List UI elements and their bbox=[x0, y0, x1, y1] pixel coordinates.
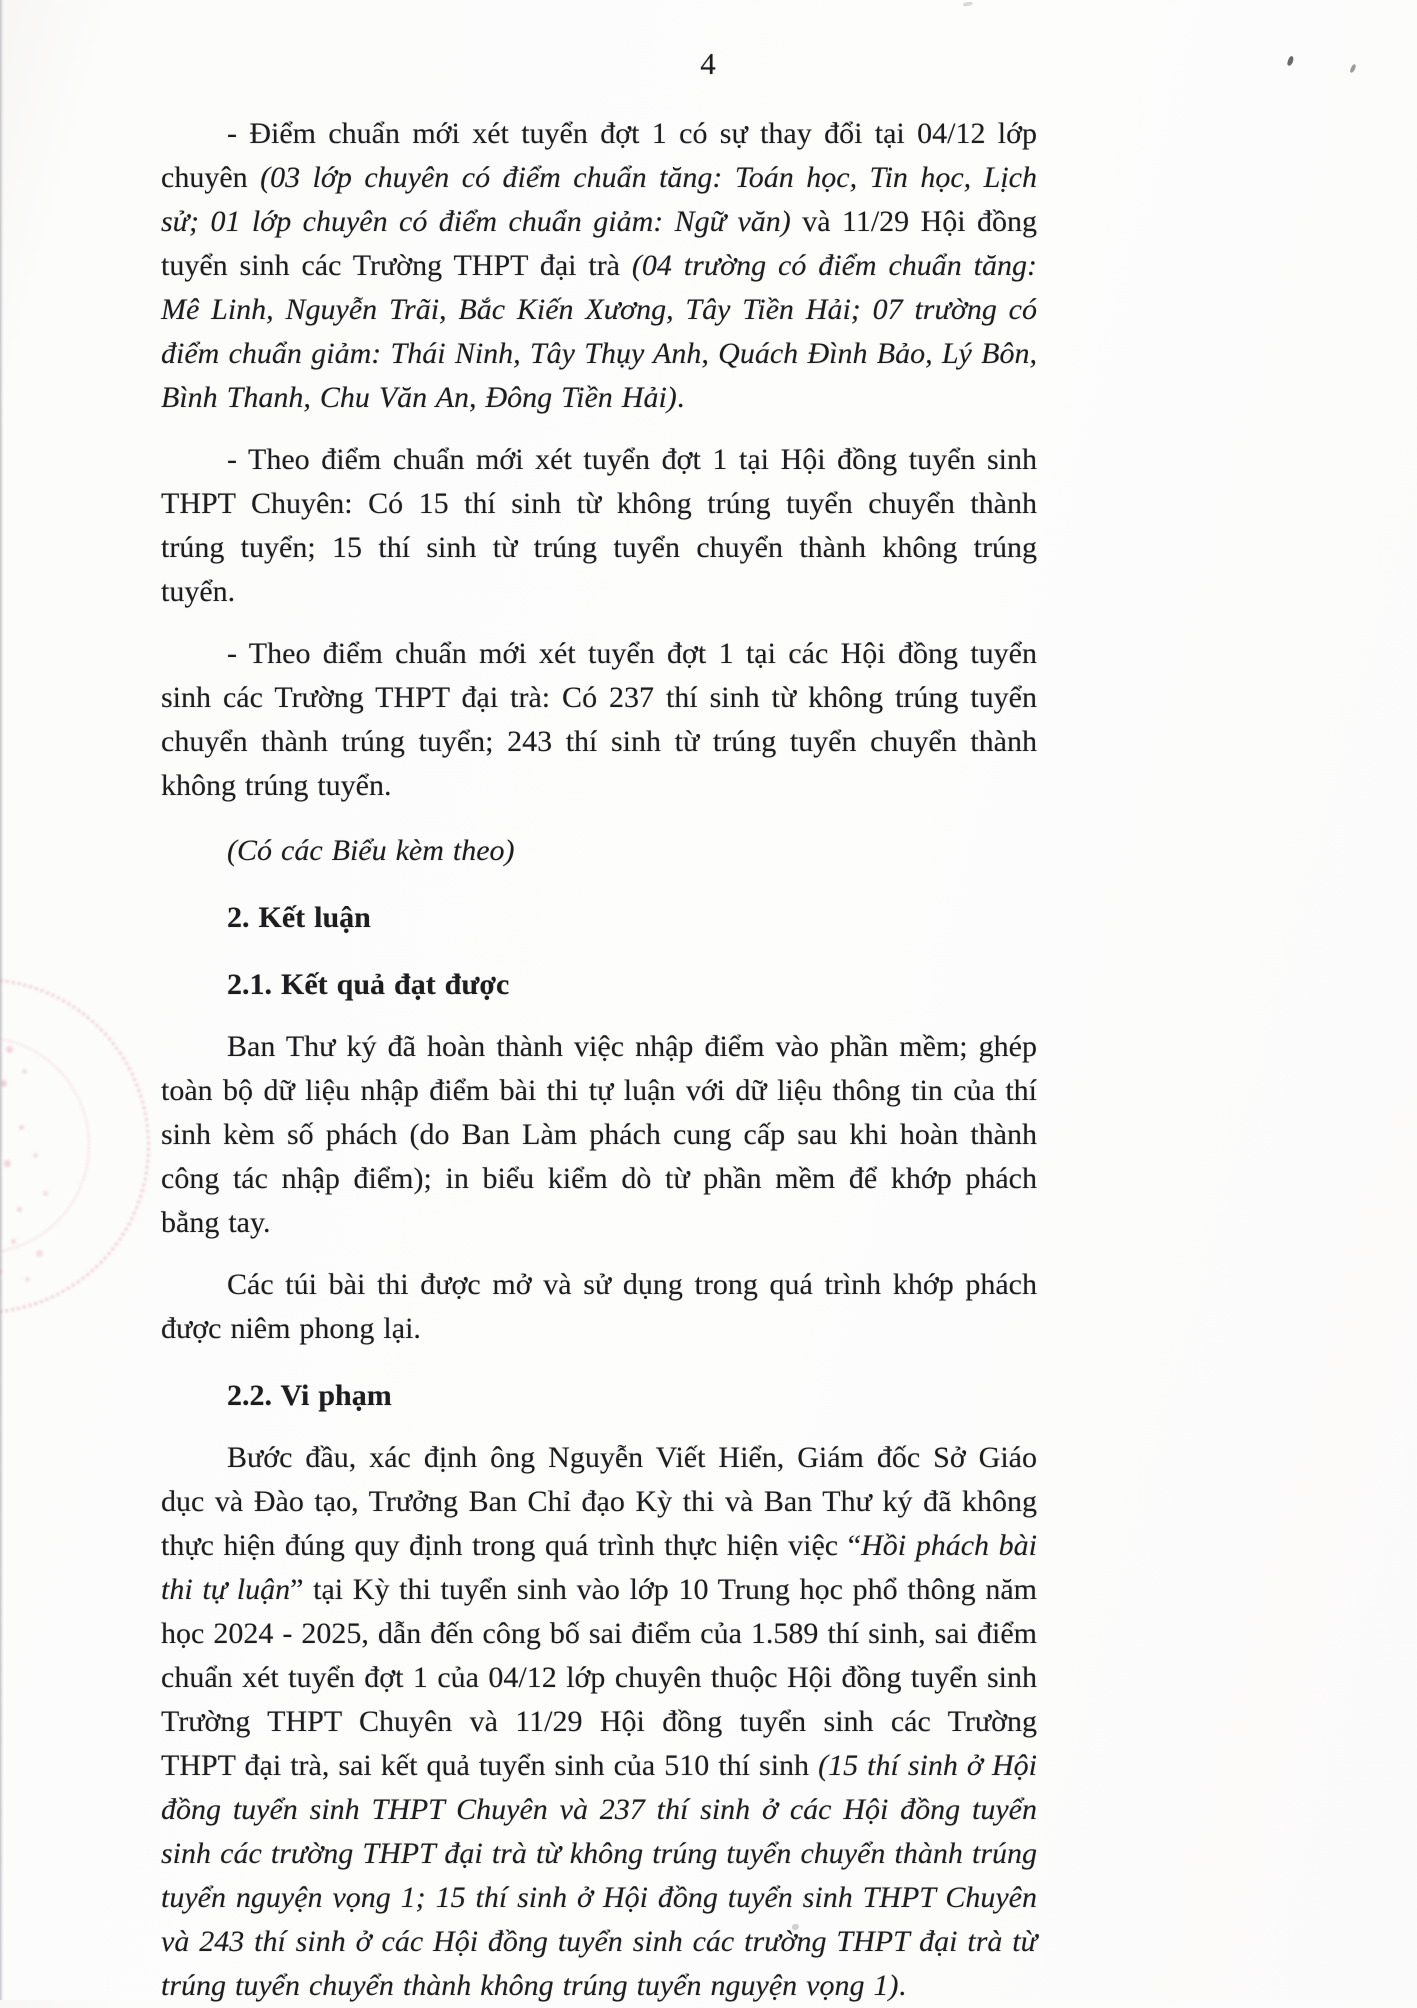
text-run: 2. Kết luận bbox=[227, 901, 371, 934]
para-ban-thu-ky bbox=[161, 1007, 1037, 1245]
text-run: . bbox=[898, 1969, 906, 2002]
text-run: - Theo điểm chuẩn mới xét tuyển đợt 1 tại Hội đồng tuyển sinh THPT Chuyên: Có 15 thí sinh từ không trúng tuyển chuyển thành trúng tuyển; 15 thí sinh từ trúng tuyển chuyển thành không trúng tuyển. bbox=[161, 443, 1037, 608]
text-run: 2.2. Vi phạm bbox=[227, 1379, 392, 1412]
seal-stamp-bleedthrough bbox=[0, 978, 150, 1314]
text-run: Ban Thư ký đã hoàn thành việc nhập điểm vào phần mềm; ghép toàn bộ dữ liệu nhập điểm bài thi tự luận với dữ liệu thông tin của thí sinh kèm số phách (do Ban Làm phách cung cấp sau khi hoàn thành công tác nhập điểm); in biểu kiểm dò từ phần mềm để khớp phách bằng tay. bbox=[161, 1030, 1037, 1239]
text-run-italic: (Có các Biểu kèm theo) bbox=[227, 834, 515, 867]
scan-speck bbox=[963, 1, 973, 6]
text-run: - Điểm chuẩn mới xét tuyển đợt 1 có sự thay đổi tại 04/12 lớp chuyên bbox=[161, 117, 1037, 194]
text-run: - Theo điểm chuẩn mới xét tuyển đợt 1 tại các Hội đồng tuyển sinh các Trường THPT đại trà: Có 237 thí sinh từ không trúng tuyển chuyển thành trúng tuyển; 243 thí sinh từ trúng tuyển chuyển thành không trúng tuyển. bbox=[161, 637, 1037, 802]
para-buoc-dau-xac-dinh bbox=[161, 1418, 1037, 2008]
text-run: và 11/29 Hội đồng tuyển sinh các Trường THPT đại trà bbox=[161, 205, 1037, 282]
heading-ket-qua-dat-duoc bbox=[161, 940, 1037, 1007]
note-bieu-kem-theo bbox=[161, 808, 1037, 873]
heading-ket-luan bbox=[161, 873, 1037, 940]
para-tui-bai-thi bbox=[161, 1245, 1037, 1351]
page-number: 4 bbox=[700, 46, 717, 81]
para-diem-chuan-thay-doi bbox=[161, 94, 1037, 420]
text-run-italic: (03 lớp chuyên có điểm chuẩn tăng: Toán học, Tin học, Lịch sử; 01 lớp chuyên có điểm chuẩn giảm: Ngữ văn) bbox=[161, 161, 1037, 238]
para-diem-chuan-dai-tra bbox=[161, 614, 1037, 808]
text-run: Các túi bài thi được mở và sử dụng trong quá trình khớp phách được niêm phong lại. bbox=[161, 1268, 1037, 1345]
text-run: 2.1. Kết quả đạt được bbox=[227, 968, 510, 1001]
text-run: . bbox=[676, 381, 685, 414]
text-run-italic: (15 thí sinh ở Hội đồng tuyển sinh THPT Chuyên và 237 thí sinh ở các Hội đồng tuyển sinh các trường THPT đại trà từ không trúng tuyển chuyển thành trúng tuyển nguyện vọng 1; 15 thí sinh ở Hội đồng tuyển sinh THPT Chuyên và 243 thí sinh ở các Hội đồng tuyển sinh các trường THPT đại trà từ trúng tuyển chuyển thành không trúng tuyển nguyện vọng 1) bbox=[161, 1749, 1037, 2002]
para-diem-chuan-thpt-chuyen bbox=[161, 420, 1037, 614]
document-body bbox=[161, 94, 1037, 2008]
text-run-italic: (04 trường có điểm chuẩn tăng: Mê Linh, Nguyễn Trãi, Bắc Kiến Xương, Tây Tiền Hải; 07 trường có điểm chuẩn giảm: Thái Ninh, Tây Thụy Anh, Quách Đình Bảo, Lý Bôn, Bình Thanh, Chu Văn An, Đông Tiền Hải) bbox=[161, 249, 1037, 414]
text-run: ” tại Kỳ thi tuyển sinh vào lớp 10 Trung học phổ thông năm học 2024 - 2025, dẫn đến công bố sai điểm của 1.589 thí sinh, sai điểm chuẩn xét tuyển đợt 1 của 04/12 lớp chuyên thuộc Hội đồng tuyển sinh Trường THPT Chuyên và 11/29 Hội đồng tuyển sinh các Trường THPT đại trà, sai kết quả tuyển sinh của 510 thí sinh bbox=[161, 1573, 1037, 1782]
text-run: Bước đầu, xác định ông Nguyễn Viết Hiển, Giám đốc Sở Giáo dục và Đào tạo, Trưởng Ban Chỉ đạo Kỳ thi và Ban Thư ký đã không thực hiện đúng quy định trong quá trình thực hiện việc “ bbox=[161, 1441, 1037, 1562]
heading-vi-pham bbox=[161, 1351, 1037, 1418]
text-run-italic: Hồi phách bài thi tự luận bbox=[161, 1529, 1037, 1606]
